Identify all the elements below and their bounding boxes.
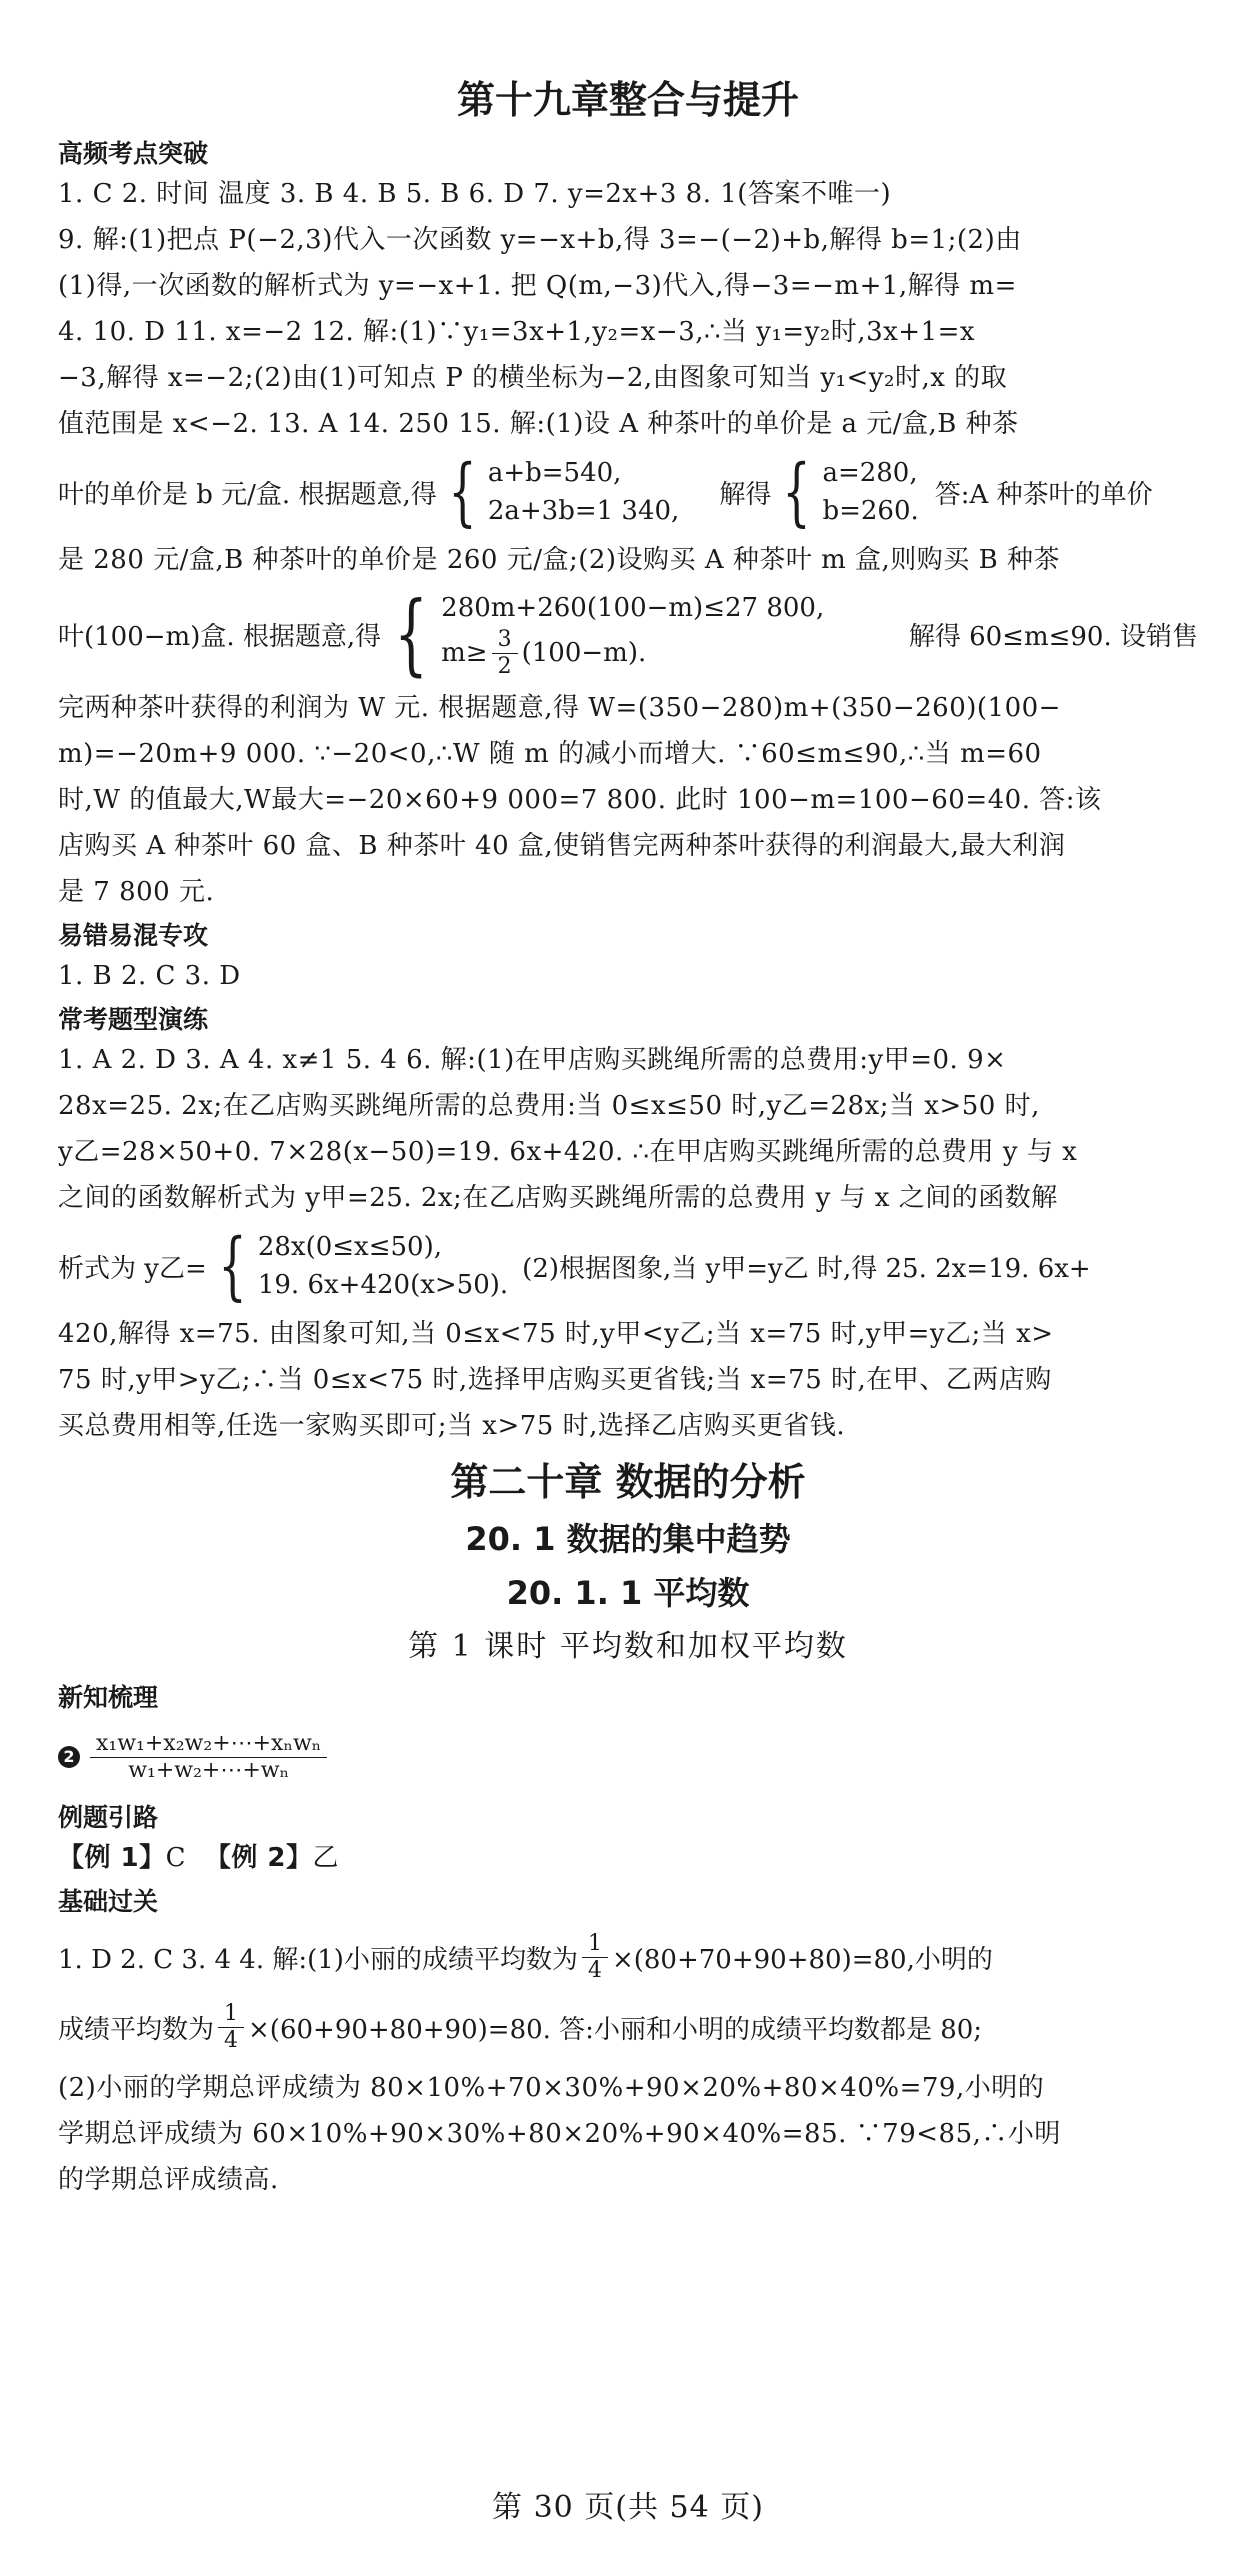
piecewise-function-line (58, 1224, 1198, 1308)
inequality: 280m+260(100−m)≤27 800, (441, 592, 825, 623)
answer-text: ×(60+90+80+90)=80. 答:小丽和小明的成绩平均数都是 80; (248, 2014, 983, 2045)
answer-line: 1. A 2. D 3. A 4. x≠1 5. 4 6. 解:(1)在甲店购买跳绳所需的总费用:y甲=0. 9× (58, 1045, 1007, 1075)
answer-text: 成绩平均数为 (58, 2014, 215, 2045)
left-brace: { (448, 449, 477, 535)
answer-line: 是 7 800 元. (58, 877, 215, 907)
fraction-numerator: 1 (218, 2001, 244, 2028)
answer-line: 28x=25. 2x;在乙店购买跳绳所需的总费用:当 0≤x≤50 时,y乙=28x;当 x>50 时, (58, 1091, 1040, 1121)
equation-system-line (58, 450, 1198, 534)
answer-line: 4. 10. D 11. x=−2 12. 解:(1)∵y₁=3x+1,y₂=x−3,∴当 y₁=y₂时,3x+1=x (58, 317, 976, 347)
answer-line: 是 280 元/盒,B 种茶叶的单价是 260 元/盒;(2)设购买 A 种茶叶 m 盒,则购买 B 种茶 (58, 545, 1060, 575)
fraction-denominator: w₁+w₂+⋯+wₙ (128, 1757, 290, 1783)
section-heading-common-types: 常考题型演练 (58, 1005, 209, 1034)
answer-line: 之间的函数解析式为 y甲=25. 2x;在乙店购买跳绳所需的总费用 y 与 x 之间的函数解 (58, 1183, 1058, 1213)
answer-text: 叶的单价是 b 元/盒. 根据题意,得 (58, 479, 437, 510)
answer-text: 答:A 种茶叶的单价 (934, 479, 1153, 510)
answer-text: 解得 (719, 479, 772, 510)
fraction-denominator: 4 (224, 2027, 239, 2053)
piece: 19. 6x+420(x>50). (257, 1270, 509, 1300)
answer-line: 买总费用相等,任选一家购买即可;当 x>75 时,选择乙店购买更省钱. (58, 1411, 846, 1441)
equation-system (822, 454, 918, 530)
section-heading-new-knowledge: 新知梳理 (58, 1683, 159, 1712)
equation: 2a+3b=1 340, (487, 496, 680, 526)
answer-line: 75 时,y甲>y乙;∴当 0≤x<75 时,选择甲店购买更省钱;当 x=75 时,在甲、乙两店购 (58, 1365, 1052, 1395)
answer-line: 值范围是 x<−2. 13. A 14. 250 15. 解:(1)设 A 种茶叶的单价是 a 元/盒,B 种茶 (58, 409, 1019, 439)
answer-line: (2)小丽的学期总评成绩为 80×10%+70×30%+90×20%+80×40%=79,小明的 (58, 2073, 1045, 2103)
inequality-system (441, 589, 824, 680)
equation: a+b=540, (487, 458, 622, 488)
answer-text: 解得 60≤m≤90. 设销售 (908, 621, 1198, 652)
circled-number: 2 (58, 1746, 80, 1768)
fraction (582, 1931, 608, 1984)
answer-line: 时,W 的值最大,W最大=−20×60+9 000=7 800. 此时 100−m=100−60=40. 答:该 (58, 785, 1102, 815)
inequality-system-line (58, 582, 1198, 685)
page-number-footer: 第 30 页(共 54 页) (492, 2490, 764, 2525)
fraction-numerator: 1 (582, 1931, 608, 1958)
answer-line (58, 1838, 1198, 1878)
piece: 28x(0≤x≤50), (257, 1232, 443, 1262)
left-brace: { (394, 582, 428, 685)
inequality (441, 627, 824, 680)
example-label: 【例 2】 (204, 1843, 313, 1873)
answer-line: m)=−20m+9 000. ∵−20<0,∴W 随 m 的减小而增大. ∵60≤m≤90,∴当 m=60 (58, 739, 1042, 769)
fraction-denominator: 4 (587, 1957, 602, 1983)
section-title: 20. 1 数据的集中趋势 (465, 1520, 791, 1558)
equation: a=280, (822, 458, 918, 488)
answer-line: 420,解得 x=75. 由图象可知,当 0≤x<75 时,y甲<y乙;当 x=75 时,y甲=y乙;当 x> (58, 1319, 1054, 1349)
example-answer: 乙 (312, 1843, 339, 1873)
answer-line: (1)得,一次函数的解析式为 y=−x+1. 把 Q(m,−3)代入,得−3=−m+1,解得 m= (58, 271, 1017, 301)
answer-page (58, 70, 1198, 2200)
section-heading-basics: 基础过关 (58, 1887, 159, 1916)
chapter20-title: 第二十章 数据的分析 (450, 1460, 806, 1504)
answer-line: 9. 解:(1)把点 P(−2,3)代入一次函数 y=−x+b,得 3=−(−2)+b,解得 b=1;(2)由 (58, 225, 1022, 255)
equation: b=260. (822, 496, 919, 526)
piecewise-function (258, 1228, 508, 1304)
equation-system (488, 454, 680, 530)
answer-line (58, 1922, 1198, 1992)
answer-line: 店购买 A 种茶叶 60 盒、B 种茶叶 40 盒,使销售完两种茶叶获得的利润最大,最大利润 (58, 831, 1066, 861)
answer-line: 1. B 2. C 3. D (58, 961, 241, 991)
lesson-title: 第 1 课时 平均数和加权平均数 (408, 1629, 848, 1664)
answer-line: 学期总评成绩为 60×10%+90×30%+80×20%+90×40%=85. ∵79<85,∴小明 (58, 2119, 1061, 2149)
answer-line: 的学期总评成绩高. (58, 2165, 279, 2195)
answer-line: −3,解得 x=−2;(2)由(1)可知点 P 的横坐标为−2,由图象可知当 y₁<y₂时,x 的取 (58, 363, 1008, 393)
answer-text: 1. D 2. C 3. 4 4. 解:(1)小丽的成绩平均数为 (58, 1944, 578, 1975)
example-label: 【例 1】 (58, 1843, 166, 1873)
answer-line: y乙=28×50+0. 7×28(x−50)=19. 6x+420. ∴在甲店购买跳绳所需的总费用 y 与 x (58, 1137, 1078, 1167)
section-heading-error-prone: 易错易混专攻 (58, 921, 209, 950)
left-brace: { (218, 1223, 247, 1309)
answer-text: (2)根据图象,当 y甲=y乙 时,得 25. 2x=19. 6x+ (522, 1253, 1091, 1284)
inequality-text: m≥ (441, 638, 488, 668)
fraction (218, 2001, 244, 2054)
section-heading-examples: 例题引路 (58, 1803, 159, 1832)
left-brace: { (782, 449, 812, 535)
answer-text: 叶(100−m)盒. 根据题意,得 (58, 621, 382, 652)
answer-line: 1. C 2. 时间 温度 3. B 4. B 5. B 6. D 7. y=2x+3 8. 1(答案不唯一) (58, 179, 892, 209)
answer-text: 析式为 y乙= (58, 1253, 207, 1284)
fraction-denominator: 2 (497, 653, 512, 679)
fraction-numerator: x₁w₁+x₂w₂+⋯+xₙwₙ (90, 1731, 327, 1758)
answer-text: ×(80+70+90+80)=80,小明的 (611, 1944, 993, 1975)
fraction (492, 627, 518, 680)
chapter19-title: 第十九章整合与提升 (456, 78, 799, 122)
fraction (90, 1731, 327, 1784)
inequality-text: (100−m). (521, 638, 647, 668)
weighted-mean-formula (58, 1720, 1198, 1794)
fraction-numerator: 3 (492, 627, 518, 654)
example-answer: C (165, 1843, 187, 1873)
answer-line (58, 1992, 1198, 2062)
subsection-title: 20. 1. 1 平均数 (506, 1574, 750, 1612)
section-heading-frequent: 高频考点突破 (58, 139, 209, 168)
answer-line: 完两种茶叶获得的利润为 W 元. 根据题意,得 W=(350−280)m+(350−260)(100− (58, 693, 1061, 723)
